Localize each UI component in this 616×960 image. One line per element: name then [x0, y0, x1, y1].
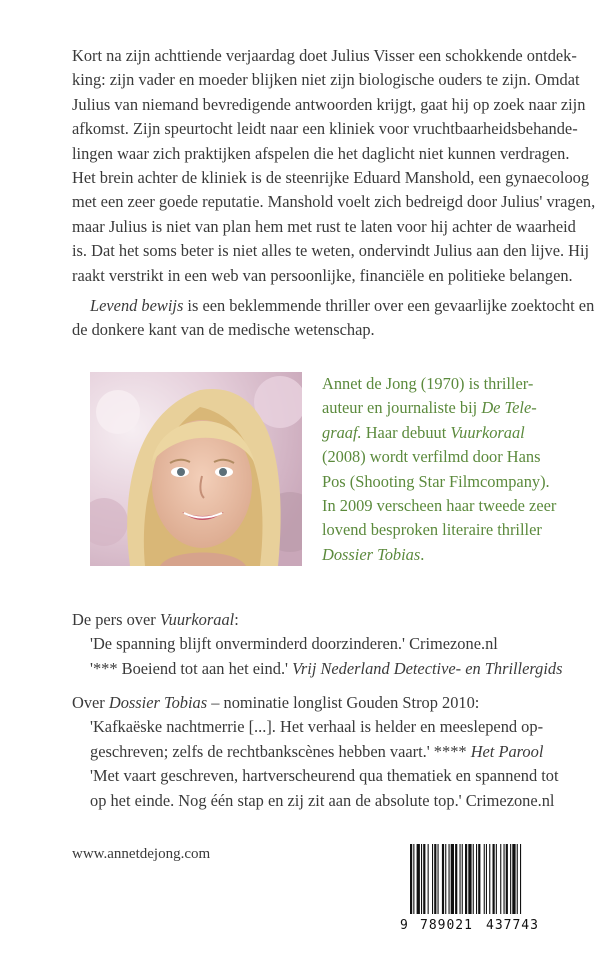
bio-line: Dossier Tobias. [322, 544, 425, 564]
barcode-bars [396, 840, 556, 920]
bio-line: auteur en journaliste bij De Tele- [322, 398, 537, 418]
barcode-bar [512, 844, 515, 914]
author-portrait-image [90, 372, 302, 566]
blurb-line: king: zijn vader en moeder blijken niet zijn biologische ouders te zijn. Omdat [72, 70, 580, 90]
book-title: Vuurkoraal [450, 422, 525, 442]
barcode-bar [445, 844, 446, 914]
blurb-line: raakt verstrikt in een web van persoonlijke, financiële en politieke belangen. [72, 265, 573, 285]
blurb-line: Kort na zijn achttiende verjaardag doet Julius Visser een schokkende ontdek- [72, 46, 577, 65]
press-quote: '*** Boeiend tot aan het eind.' Vrij Nederland Detective- en Thrillergids [90, 658, 563, 678]
isbn-group-1: 789021 [420, 918, 473, 933]
barcode-bar [442, 844, 444, 914]
isbn-prefix: 9 [400, 918, 409, 933]
barcode-bar [413, 844, 414, 914]
barcode-bar [449, 844, 450, 914]
bio-line: In 2009 verscheen haar tweede zeer [322, 496, 557, 516]
book-title: Vuurkoraal [159, 610, 235, 629]
press-quote: geschreven; zelfs de rechtbankscènes hebben vaart.' **** Het Parool [90, 741, 544, 761]
press-quotes-vuurkoraal [72, 608, 563, 681]
bio-line: graaf. Haar debuut Vuurkoraal [322, 422, 525, 442]
barcode-bar [460, 844, 461, 914]
barcode-bar [478, 844, 480, 914]
back-cover-blurb [72, 44, 596, 343]
barcode-bar [517, 844, 518, 914]
press-heading: Over Dossier Tobias – nominatie longlist Gouden Strop 2010: [72, 693, 480, 712]
barcode-bar [486, 844, 487, 914]
blurb-line: is. Dat het soms beter is niet alles te weten, ondervindt Julius aan den lijve. Hij [72, 241, 590, 261]
blurb-line: met een zeer goede reputatie. Manshold voelt zich bedreigd door Julius' vragen, [72, 192, 596, 212]
barcode-bar [417, 844, 420, 914]
barcode-bar [496, 844, 497, 914]
blurb-line: Het brein achter de kliniek is de steenrijke Eduard Manshold, een gynaecoloog [72, 168, 590, 188]
barcode-bar [504, 844, 505, 914]
isbn-group-2: 437743 [486, 918, 539, 933]
book-title: Levend bewijs [90, 296, 184, 316]
barcode-bar [423, 844, 425, 914]
barcode-bar [462, 844, 463, 914]
source-title: Het Parool [470, 741, 544, 761]
blurb-line: afkomst. Zijn speurtocht leidt naar een kliniek voor vruchtbaarheidsbehande- [72, 119, 578, 139]
barcode-bar [489, 844, 490, 914]
barcode-bar [432, 844, 433, 914]
bio-line: (2008) wordt verfilmd door Hans [322, 447, 541, 467]
barcode-bar [520, 844, 521, 914]
blurb-line: de donkere kant van de medische wetenschap. [72, 320, 375, 340]
bio-line: lovend besproken literaire thriller [322, 520, 542, 540]
author-photo [90, 372, 302, 566]
barcode-bar [410, 844, 412, 914]
source-title: Vrij Nederland Detective- en Thrillergids [292, 658, 563, 678]
book-title: Dossier Tobias [322, 544, 421, 564]
blurb-line: Julius van niemand bevredigende antwoorden krijgt, gaat hij op zoek naar zijn [72, 94, 586, 114]
author-bio [322, 372, 557, 567]
author-website: www.annetdejong.com [72, 846, 211, 862]
newspaper-title: graaf. [322, 422, 362, 442]
barcode-bar [421, 844, 422, 914]
barcode-bar [428, 844, 429, 914]
press-quote: 'Met vaart geschreven, hartverscheurend qua thematiek en spannend tot [90, 766, 559, 786]
book-title: Dossier Tobias [108, 693, 208, 712]
barcode-bar [476, 844, 477, 914]
blurb-line: maar Julius is niet van plan hem met rust te laten voor hij achter de waarheid [72, 216, 576, 236]
bio-line: Pos (Shooting Star Filmcompany). [322, 471, 550, 491]
barcode-bar [493, 844, 495, 914]
barcode-bar [455, 844, 457, 914]
isbn-barcode [396, 840, 556, 942]
newspaper-title: De Tele- [481, 398, 537, 418]
barcode-bar [500, 844, 501, 914]
blurb-paragraph-2 [72, 294, 595, 318]
barcode-bar [473, 844, 474, 914]
barcode-bar [510, 844, 511, 914]
barcode-bar [506, 844, 508, 914]
barcode-bar [434, 844, 436, 914]
press-quote: 'De spanning blijft onverminderd doorzinderen.' Crimezone.nl [90, 634, 498, 654]
press-quotes-dossier-tobias [72, 691, 559, 813]
barcode-bar [465, 844, 467, 914]
press-quote: 'Kafkaëske nachtmerrie [...]. Het verhaal is helder en meeslepend op- [90, 717, 544, 737]
press-heading: De pers over Vuurkoraal: [72, 610, 239, 629]
barcode-bar [451, 844, 454, 914]
blurb-text: is een beklemmende thriller over een gevaarlijke zoektocht en [183, 296, 595, 316]
barcode-bar [484, 844, 485, 914]
press-quote: op het einde. Nog één stap en zij zit aan de absolute top.' Crimezone.nl [90, 790, 555, 810]
barcode-bar [468, 844, 471, 914]
bio-line: Annet de Jong (1970) is thriller- [322, 374, 534, 393]
barcode-bar [438, 844, 439, 914]
blurb-line: lingen waar zich praktijken afspelen die het daglicht niet kunnen verdragen. [72, 143, 570, 163]
